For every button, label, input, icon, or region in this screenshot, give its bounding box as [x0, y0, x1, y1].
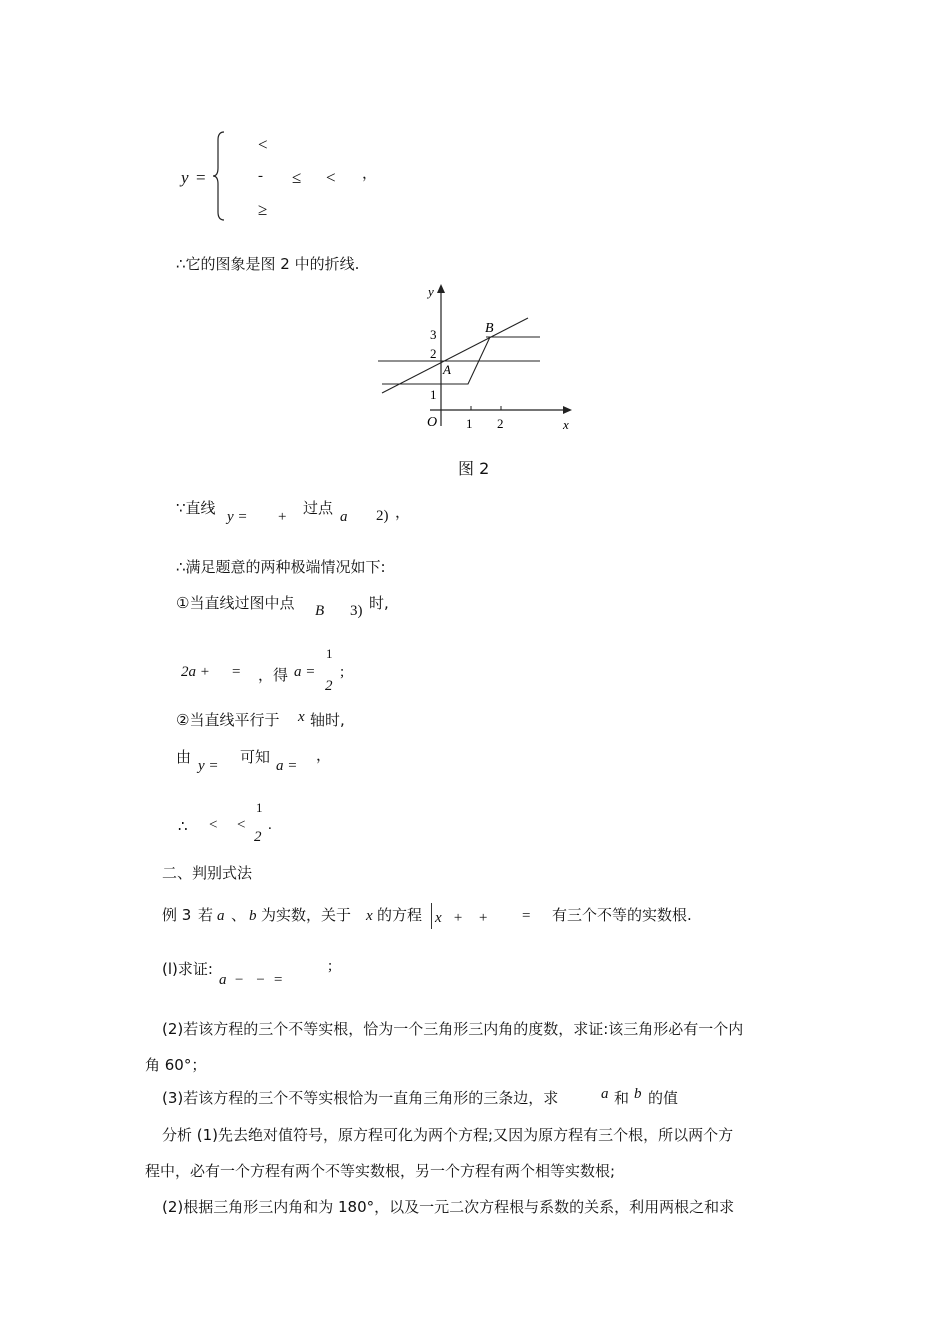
- section-2-heading: 二、判别式法: [162, 864, 253, 882]
- figure-caption: 图 2: [458, 459, 490, 478]
- label-origin: O: [427, 415, 438, 430]
- ineq-lt1: <: [209, 817, 218, 833]
- case1-tail: 3): [350, 603, 363, 619]
- from-text: 由: [176, 748, 192, 766]
- ineq-num: 1: [256, 800, 263, 815]
- from-know: 可知: [240, 748, 271, 766]
- case1-when: 时,: [369, 594, 389, 612]
- analysis-line-2: 程中，必有一个方程有两个不等实数根，另一个方程有两个相等实数根;: [145, 1162, 616, 1180]
- case1-b: B: [315, 603, 325, 619]
- y-axis-arrow: [437, 284, 445, 293]
- eq1-semi: ;: [340, 664, 345, 680]
- graph-statement: ∴它的图象是图 2 中的折线.: [176, 255, 360, 273]
- ineq-dot: .: [268, 817, 272, 833]
- since-passes: 过点: [303, 499, 334, 517]
- tick-label-y2: 2: [430, 346, 437, 361]
- tick-label-y1: 1: [430, 387, 437, 402]
- q3-tail: 的值: [648, 1089, 679, 1107]
- since-comma: ，: [395, 505, 411, 521]
- since-prefix: ∵直线: [176, 499, 216, 517]
- ex3-if: 若: [198, 906, 214, 924]
- tick-label-y3: 3: [430, 327, 437, 342]
- ex3-real: 为实数，关于: [261, 906, 352, 924]
- q3-and: 和: [614, 1089, 630, 1107]
- case2-text: ②当直线平行于: [176, 711, 280, 729]
- since-plus: +: [278, 509, 287, 525]
- label-y: y: [428, 284, 434, 299]
- ex3-tail: 有三个不等的实数根.: [552, 906, 692, 924]
- ex3-b: b: [249, 908, 257, 924]
- q3-b: b: [634, 1086, 642, 1102]
- label-point-a: A: [443, 362, 451, 377]
- piecewise-y: y: [181, 168, 189, 187]
- analysis-line-3: (2)根据三角形三内角和为 180°，以及一元二次方程根与系数的关系，利用两根之和求: [162, 1198, 735, 1216]
- question-2-line-2: 角 60°；: [145, 1056, 207, 1074]
- ex3-label: 例 3: [162, 906, 192, 924]
- case2-tail: 轴时,: [310, 711, 345, 729]
- eq1-num: 1: [326, 646, 333, 661]
- ineq-therefore: ∴: [178, 819, 188, 835]
- two-cases: ∴满足题意的两种极端情况如下:: [176, 558, 386, 576]
- ex3-expr: x + +: [435, 910, 496, 926]
- slanted-line: [382, 318, 528, 393]
- eq1-lhs: 2a +: [181, 664, 210, 680]
- label-x: x: [563, 417, 569, 432]
- case1-text: ①当直线过图中点: [176, 594, 295, 612]
- eq1-den: 2: [325, 678, 333, 694]
- piecewise-brace: [212, 130, 228, 222]
- since-y-eq: y =: [227, 509, 248, 525]
- since-tail: 2): [376, 508, 389, 524]
- ex3-eq: =: [522, 908, 531, 924]
- piecewise-row2-le: ≤: [292, 168, 302, 187]
- q1-label: (l)求证:: [162, 960, 213, 978]
- question-2-line-1: (2)若该方程的三个不等实根，恰为一个三角形三内角的度数，求证:该三角形必有一个内: [162, 1020, 744, 1038]
- ex3-a: a: [217, 908, 225, 924]
- piecewise-eq: =: [196, 168, 206, 187]
- q3-text: (3)若该方程的三个不等实根恰为一直角三角形的三条边，求: [162, 1089, 559, 1107]
- piecewise-row2-comma: ，: [362, 166, 378, 182]
- from-a-eq: a =: [276, 758, 298, 774]
- eq1-eq: =: [232, 664, 241, 680]
- from-comma: ，: [316, 748, 332, 764]
- q1-semi: ;: [328, 958, 333, 974]
- piecewise-row3-ge: ≥: [258, 200, 268, 219]
- ineq-lt2: <: [237, 817, 246, 833]
- q3-a: a: [601, 1086, 609, 1102]
- piecewise-row1-lt: <: [258, 135, 268, 154]
- from-y-eq: y =: [198, 758, 219, 774]
- ex3-abs-bar: [431, 903, 432, 929]
- x-axis-arrow: [563, 406, 572, 414]
- eq1-a-eq: a =: [294, 664, 316, 680]
- q1-expr: a − − =: [219, 972, 284, 988]
- ex3-eqn: 的方程: [377, 906, 423, 924]
- ineq-den: 2: [254, 829, 262, 845]
- analysis-line-1: 分析 (1)先去绝对值符号，原方程可化为两个方程;又因为原方程有三个根，所以两个方: [162, 1126, 734, 1144]
- tick-label-x1: 1: [466, 416, 473, 431]
- figure-2: [370, 280, 580, 440]
- label-point-b: B: [485, 321, 494, 336]
- ex3-sep: 、: [231, 906, 247, 924]
- piecewise-row2-lt: <: [326, 168, 336, 187]
- since-a: a: [340, 509, 348, 525]
- tick-label-x2: 2: [497, 416, 504, 431]
- piecewise-row2-dash: -: [258, 168, 263, 184]
- ex3-x: x: [366, 908, 373, 924]
- case2-x: x: [298, 709, 305, 725]
- eq1-get: ，得: [258, 666, 289, 684]
